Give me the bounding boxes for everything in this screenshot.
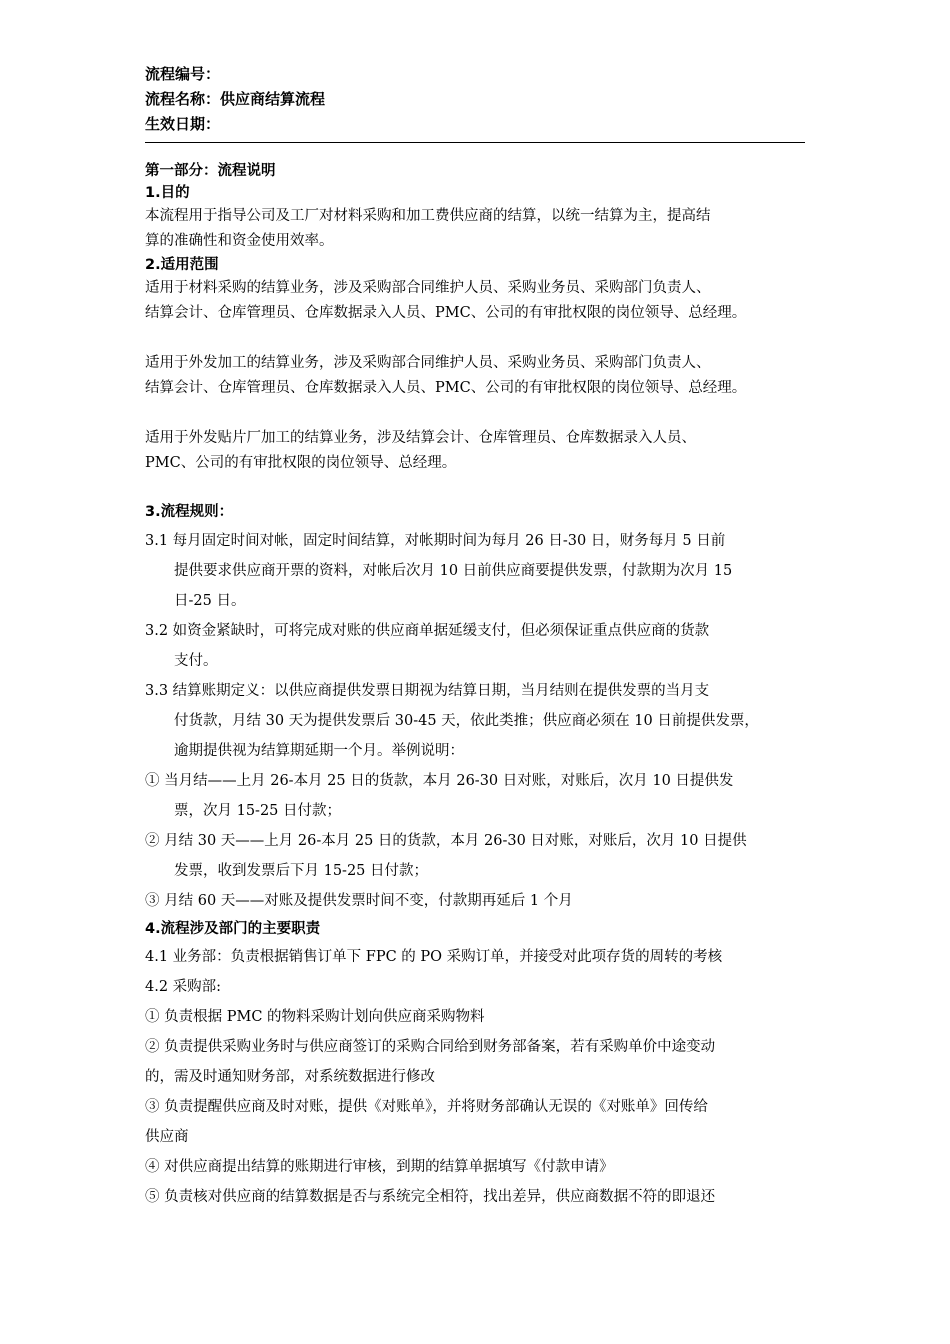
- scope-line: 适用于材料采购的结算业务，涉及采购部合同维护人员、采购业务员、采购部门负责人、: [145, 280, 711, 296]
- example-line: ③ 月结 60 天——对账及提供发票时间不变，付款期再延后 1 个月: [145, 893, 573, 909]
- purpose-line: 本流程用于指导公司及工厂对材料采购和加工费供应商的结算，以统一结算为主，提高结: [145, 208, 711, 224]
- scope-line: 适用于外发贴片厂加工的结算业务，涉及结算会计、仓库管理员、仓库数据录入人员、: [145, 430, 696, 446]
- scope-line: PMC、公司的有审批权限的岗位领导、总经理。: [145, 455, 457, 471]
- example-line: ① 当月结——上月 26-本月 25 日的货款，本月 26-30 日对账，对账后，次月 10 日提供发: [145, 773, 734, 789]
- rule-line: 提供要求供应商开票的资料，对帐后次月 10 日前供应商要提供发票，付款期为次月 15: [174, 563, 733, 579]
- scope-line: 结算会计、仓库管理员、仓库数据录入人员、PMC、公司的有审批权限的岗位领导、总经理。: [145, 305, 747, 321]
- process-name: 流程名称：供应商结算流程: [145, 90, 326, 108]
- process-number: 流程编号：: [145, 65, 221, 83]
- duty-line: 4.1 业务部：负责根据销售订单下 FPC 的 PO 采购订单，并接受对此项存货的周转的考核: [145, 949, 723, 965]
- duties-heading: 4.流程涉及部门的主要职责: [145, 921, 321, 937]
- rule-line: 3.1 每月固定时间对帐，固定时间结算，对帐期时间为每月 26 日-30 日，财务每月 5 日前: [145, 533, 726, 549]
- scope-heading: 2.适用范围: [145, 257, 219, 273]
- duty-line: 4.2 采购部:: [145, 979, 222, 995]
- duty-item: ② 负责提供采购业务时与供应商签订的采购合同给到财务部备案，若有采购单价中途变动: [145, 1039, 716, 1055]
- duty-item: ④ 对供应商提出结算的账期进行审核，到期的结算单据填写《付款申请》: [145, 1159, 614, 1175]
- scope-line: 适用于外发加工的结算业务，涉及采购部合同维护人员、采购业务员、采购部门负责人、: [145, 355, 711, 371]
- example-line: ② 月结 30 天——上月 26-本月 25 日的货款，本月 26-30 日对账，对账后，次月 10 日提供: [145, 833, 747, 849]
- example-line: 发票，收到发票后下月 15-25 日付款；: [174, 863, 429, 879]
- purpose-line: 算的准确性和资金使用效率。: [145, 233, 334, 249]
- duty-item: ③ 负责提醒供应商及时对账，提供《对账单》，并将财务部确认无误的《对账单》回传给: [145, 1099, 708, 1115]
- blank-line: [145, 401, 825, 426]
- rule-line: 日-25 日。: [174, 593, 246, 609]
- blank-line: [145, 326, 825, 351]
- rule-line: 付货款，月结 30 天为提供发票后 30-45 天，依此类推；供应商必须在 10 日前提供发票，: [174, 713, 759, 729]
- effective-date: 生效日期：: [145, 115, 221, 133]
- example-line: 票，次月 15-25 日付款；: [174, 803, 342, 819]
- rules-heading: 3.流程规则：: [145, 504, 234, 520]
- rule-line: 逾期提供视为结算期延期一个月。举例说明：: [174, 743, 464, 759]
- purpose-heading: 1.目的: [145, 185, 190, 201]
- rule-line: 3.3 结算账期定义：以供应商提供发票日期视为结算日期，当月结则在提供发票的当月支: [145, 683, 710, 699]
- header-divider: [145, 142, 805, 143]
- part1-title: 第一部分：流程说明: [145, 163, 276, 179]
- duty-item: ⑤ 负责核对供应商的结算数据是否与系统完全相符，找出差异，供应商数据不符的即退还: [145, 1189, 716, 1205]
- duty-item: ① 负责根据 PMC 的物料采购计划向供应商采购物料: [145, 1009, 485, 1025]
- rule-line: 3.2 如资金紧缺时，可将完成对账的供应商单据延缓支付，但必须保证重点供应商的货款: [145, 623, 710, 639]
- duty-item: 供应商: [145, 1129, 189, 1145]
- document-page: [145, 62, 825, 1212]
- duty-item: 的，需及时通知财务部，对系统数据进行修改: [145, 1069, 435, 1085]
- scope-line: 结算会计、仓库管理员、仓库数据录入人员、PMC、公司的有审批权限的岗位领导、总经理。: [145, 380, 747, 396]
- rule-line: 支付。: [174, 653, 218, 669]
- blank-line: [145, 476, 825, 498]
